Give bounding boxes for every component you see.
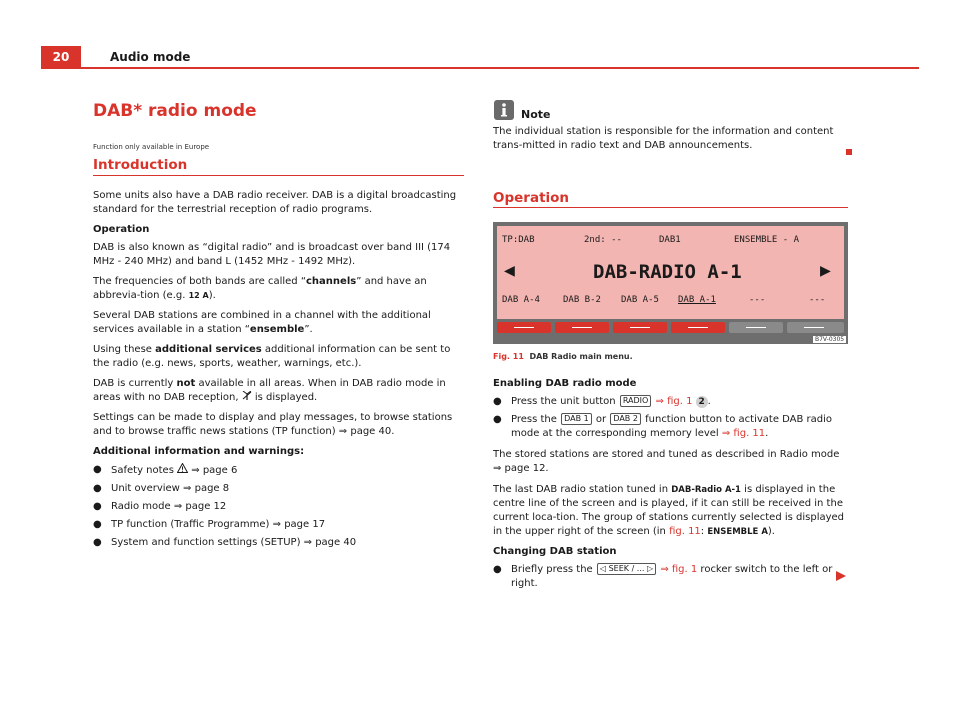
list-item: ● Briefly press the ◁ SEEK / ... ▷ ⇒ fig. 1 rocker switch to the left or right. <box>493 564 833 589</box>
warning-triangle-icon <box>177 465 188 476</box>
function-button-3 <box>613 322 667 333</box>
ensemble-paragraph: Several DAB stations are combined in a channel with the additional services available in a station “ensemble”. <box>93 310 431 335</box>
list-item: ● TP function (Traffic Programme) ⇒ page 17 <box>93 519 326 530</box>
section-heading-operation: Operation <box>493 190 570 206</box>
header-rule <box>41 67 919 69</box>
preset-1: DAB A-4 <box>502 295 540 305</box>
function-button-4 <box>671 322 725 333</box>
continue-arrow-icon <box>836 566 846 585</box>
figure-caption: Fig. 11 DAB Radio main menu. <box>493 352 633 361</box>
section-heading-introduction: Introduction <box>93 157 188 173</box>
section-rule <box>93 175 464 176</box>
no-reception-icon <box>242 392 252 403</box>
note-info-icon <box>494 100 514 120</box>
right-body <box>493 377 848 591</box>
dab-paragraph: DAB is also known as “digital radio” and is broadcast over band III (174 MHz - 240 MHz) and band L (1452 MHz - 1492 MHz). <box>93 242 451 267</box>
dab2-key: DAB 2 <box>610 413 641 425</box>
ensemble-name: ENSEMBLE - A <box>734 235 800 245</box>
callout-number: 2 <box>696 396 708 408</box>
list-item: ● Press the DAB 1 or DAB 2 function button to activate DAB radio mode at the corresponding memory level ⇒ fig. 11. <box>493 414 833 439</box>
page-title: DAB* radio mode <box>93 101 257 121</box>
left-body <box>93 189 465 550</box>
list-item: ● Radio mode ⇒ page 12 <box>93 501 227 512</box>
frequencies-paragraph: The frequencies of both bands are called “channels” and have an abbrevia-tion (e.g. 12 A). <box>93 276 427 301</box>
tp-status: TP:DAB <box>502 235 535 245</box>
second-tuner-status: 2nd: -- <box>584 235 622 245</box>
preset-5: --- <box>749 295 766 305</box>
section-end-marker <box>846 149 852 155</box>
change-station-label: Changing DAB station <box>493 546 617 557</box>
note-text: The individual station is responsible for the information and content trans-mitted in radio text and DAB announcements. <box>493 126 834 151</box>
list-item: ● Press the unit button RADIO ⇒ fig. 1 2 . <box>493 396 711 407</box>
settings-paragraph: Settings can be made to display and play messages, to browse stations and to browse traffic news stations (TP function) ⇒ page 40. <box>93 412 453 437</box>
preset-4-selected: DAB A-1 <box>678 295 716 305</box>
enable-label: Enabling DAB radio mode <box>493 378 637 389</box>
availability-note: Function only available in Europe <box>93 143 210 151</box>
station-name: DAB-RADIO A-1 <box>593 261 742 283</box>
dab1-key: DAB 1 <box>561 413 592 425</box>
preset-6: --- <box>809 295 826 305</box>
seek-key: ◁ SEEK / ... ▷ <box>597 563 656 575</box>
next-arrow-icon: ▶ <box>820 260 831 281</box>
last-station-paragraph: The last DAB radio station tuned in DAB-Radio A-1 is displayed in the centre line of the screen and is played, if it can still be received in the current loca-tion. The group of stations currently selected is displayed in the upper right of the screen (in fig. 11: ENSEMBLE A). <box>493 484 845 537</box>
info-label: Additional information and warnings: <box>93 446 305 457</box>
stored-stations-paragraph: The stored stations are stored and tuned as described in Radio mode ⇒ page 12. <box>493 449 840 474</box>
preset-2: DAB B-2 <box>563 295 601 305</box>
function-button-1 <box>497 322 551 333</box>
prev-arrow-icon: ◀ <box>504 260 515 281</box>
list-item: ● Safety notes ⇒ page 6 <box>93 464 238 476</box>
function-button-5 <box>729 322 783 333</box>
function-button-2 <box>555 322 609 333</box>
memory-level: DAB1 <box>659 235 681 245</box>
page-number: 20 <box>41 46 81 68</box>
radio-screen <box>497 226 844 319</box>
operation-label: Operation <box>93 224 150 235</box>
services-paragraph: Using these additional services additional information can be sent to the radio (e.g. news, sports, weather, warnings, etc.). <box>93 344 451 369</box>
function-button-6 <box>787 322 844 333</box>
running-header-title: Audio mode <box>110 50 191 64</box>
note-label: Note <box>521 108 551 121</box>
figure-code: B7V-0305 <box>815 336 845 343</box>
list-item: ● System and function settings (SETUP) ⇒ page 40 <box>93 537 357 548</box>
radio-key: RADIO <box>620 395 652 407</box>
preset-3: DAB A-5 <box>621 295 659 305</box>
intro-paragraph: Some units also have a DAB radio receiver. DAB is a digital broadcasting standard for the terrestrial reception of radio programs. <box>93 190 457 215</box>
info-list <box>93 463 465 550</box>
availability-paragraph: DAB is currently not available in all areas. When in DAB radio mode in areas with no DAB reception, is displayed. <box>93 378 446 403</box>
section-rule <box>493 207 848 208</box>
list-item: ● Unit overview ⇒ page 8 <box>93 483 230 494</box>
